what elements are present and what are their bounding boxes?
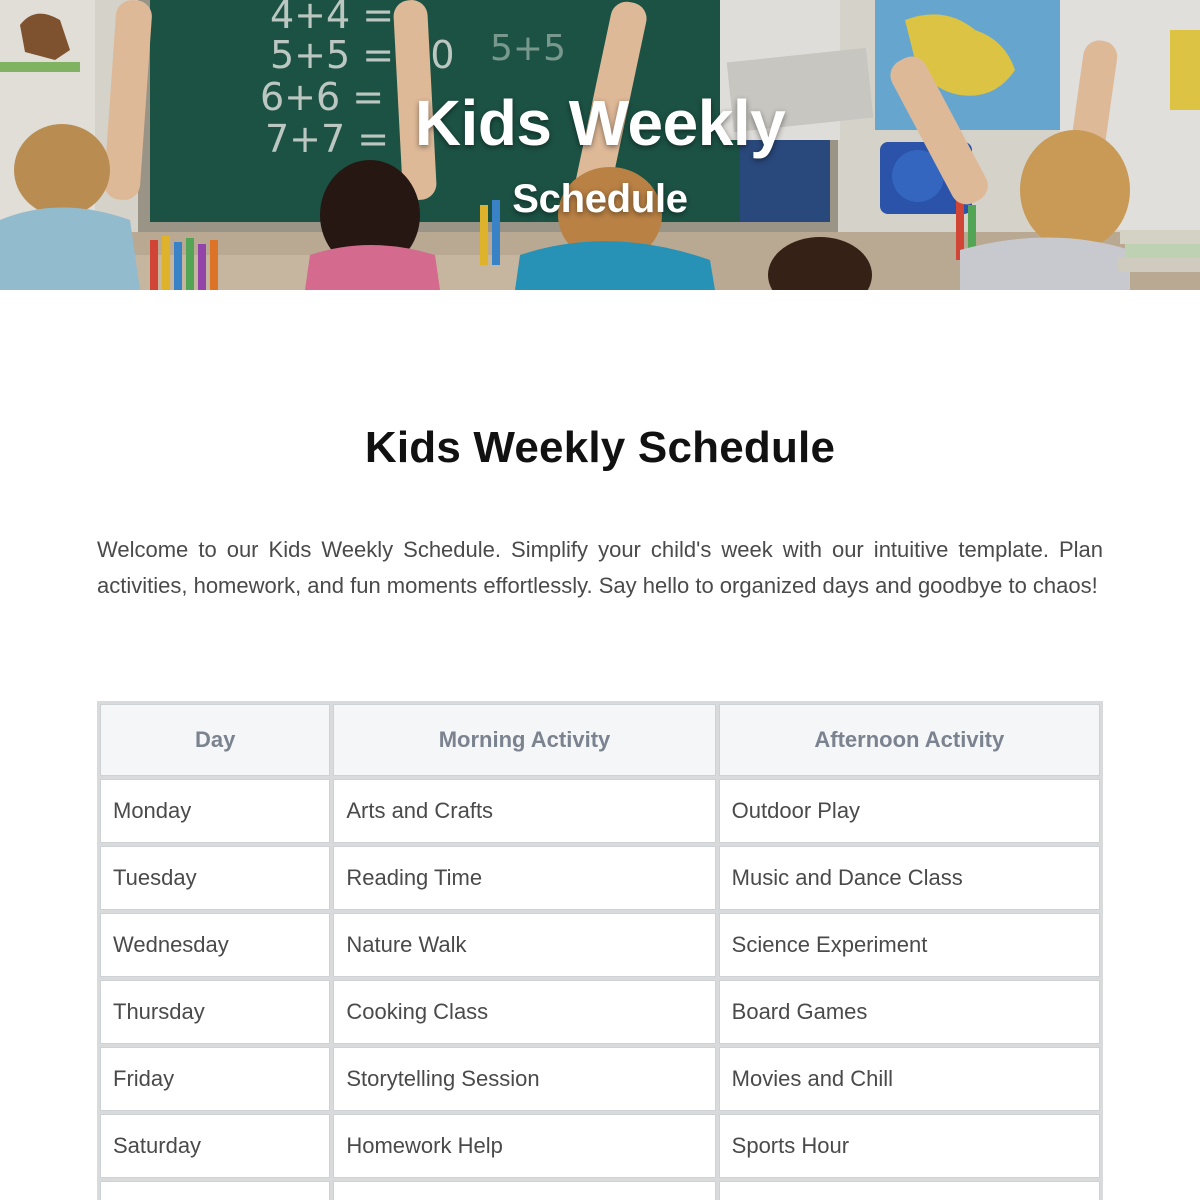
cell-day (100, 1181, 330, 1200)
table-row (100, 980, 1100, 1044)
cell-day: Friday (100, 1047, 330, 1111)
cell-afternoon: Movies and Chill (719, 1047, 1100, 1111)
cell-afternoon: Music and Dance Class (719, 846, 1100, 910)
header-day: Day (100, 704, 330, 776)
cell-morning: Storytelling Session (333, 1047, 715, 1111)
cell-day: Monday (100, 779, 330, 843)
cell-morning: Homework Help (333, 1114, 715, 1178)
cell-afternoon: Outdoor Play (719, 779, 1100, 843)
table-row (100, 913, 1100, 977)
header-afternoon-activity: Afternoon Activity (719, 704, 1100, 776)
cell-day: Wednesday (100, 913, 330, 977)
page-title: Kids Weekly Schedule (364, 423, 836, 472)
cell-morning: Cooking Class (333, 980, 715, 1044)
schedule-table (97, 701, 1103, 1200)
hero-subtitle: Schedule (512, 177, 688, 221)
hero-banner (0, 0, 1200, 290)
cell-day: Saturday (100, 1114, 330, 1178)
cell-morning: Reading Time (333, 846, 715, 910)
cell-morning: Arts and Crafts (333, 779, 715, 843)
cell-day: Thursday (100, 980, 330, 1044)
cell-afternoon: Science Experiment (719, 913, 1100, 977)
header-morning-activity: Morning Activity (333, 704, 715, 776)
hero-title: Kids Weekly (414, 87, 786, 159)
table-row (100, 846, 1100, 910)
table-row (100, 1181, 1100, 1200)
cell-afternoon: Board Games (719, 980, 1100, 1044)
cell-day: Tuesday (100, 846, 330, 910)
table-header-row (100, 704, 1100, 776)
cell-afternoon: Sports Hour (719, 1114, 1100, 1178)
cell-morning (333, 1181, 715, 1200)
table-row (100, 1114, 1100, 1178)
table-row (100, 779, 1100, 843)
intro-paragraph: Welcome to our Kids Weekly Schedule. Simplify your child's week with our intuitive template. Plan activities, homework, and fun moments effortlessly. Say hello to organized days and goodbye to chaos! (97, 537, 1103, 598)
table-row (100, 1047, 1100, 1111)
cell-morning: Nature Walk (333, 913, 715, 977)
cell-afternoon (719, 1181, 1100, 1200)
